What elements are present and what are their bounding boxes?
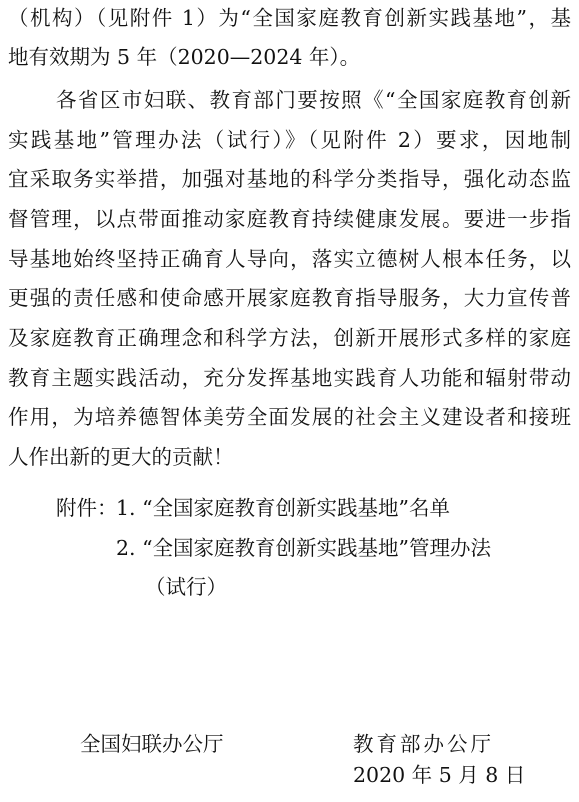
paragraph-1-line-2: 地有效期为 5 年（2020—2024 年）。 <box>8 45 361 69</box>
paragraph-2-line-10: 人作出新的更大的贡献！ <box>8 445 234 469</box>
paragraph-2-line-5: 导基地始终坚持正确育人导向，落实立德树人根本任务，以 <box>8 247 571 271</box>
attachment-item-2-line-2: （试行） <box>145 575 227 599</box>
signature-org-2: 教育部办公厅 <box>353 732 494 756</box>
paragraph-2-line-6: 更强的责任感和使命感开展家庭教育指导服务，大力宣传普 <box>8 286 571 310</box>
paragraph-1-line-1: （机构）（见附件 1）为“全国家庭教育创新实践基地”，基 <box>8 6 571 30</box>
paragraph-2-line-4: 督管理，以点带面推动家庭教育持续健康发展。要进一步指 <box>8 207 571 231</box>
paragraph-2-line-3: 宜采取务实举措，加强对基地的科学分类指导，强化动态监 <box>8 167 571 191</box>
signature-date: 2020 年 5 月 8 日 <box>353 763 526 787</box>
attachment-item-1: 1. “全国家庭教育创新实践基地”名单 <box>116 496 451 520</box>
paragraph-2-line-2: 实践基地”管理办法（试行）》（见附件 2）要求，因地制 <box>8 128 571 152</box>
paragraph-2-line-8: 教育主题实践活动，充分发挥基地实践育人功能和辐射带动 <box>8 366 571 390</box>
paragraph-2-line-1: 各省区市妇联、教育部门要按照《“全国家庭教育创新 <box>56 88 571 112</box>
signature-org-1: 全国妇联办公厅 <box>80 732 224 756</box>
paragraph-2-line-9: 作用，为培养德智体美劳全面发展的社会主义建设者和接班 <box>8 405 571 429</box>
paragraph-2-line-7: 及家庭教育正确理念和科学方法，创新开展形式多样的家庭 <box>8 326 571 350</box>
attachment-item-2-line-1: 2. “全国家庭教育创新实践基地”管理办法 <box>116 536 492 560</box>
attachments-label: 附件： <box>56 496 118 520</box>
